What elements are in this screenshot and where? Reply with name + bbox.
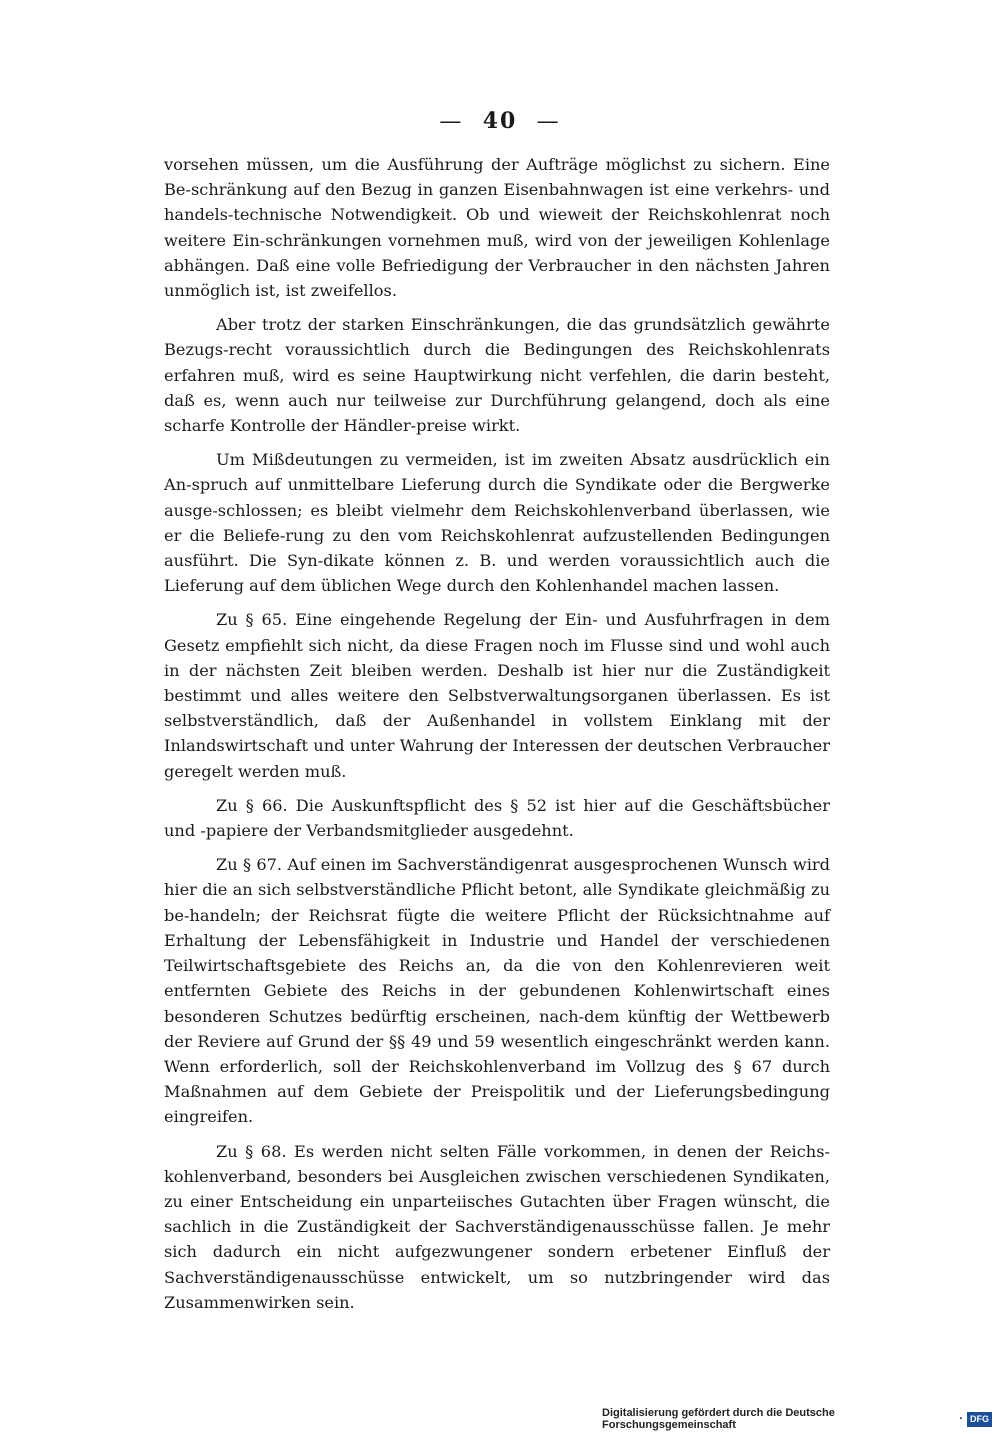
body-text: [164, 152, 830, 1324]
header-dash-right: —: [536, 109, 561, 134]
page-number: 40: [482, 108, 518, 134]
digitization-footer: [602, 1407, 992, 1431]
footer-credit: Digitalisierung gefördert durch die Deutsche Forschungsgemeinschaft: [602, 1407, 835, 1431]
paragraph-section-65: Zu § 65. Eine eingehende Regelung der Ein- und Ausfuhrfragen in dem Gesetz empfiehlt sich nicht, da diese Fragen noch im Flusse sind und wohl auch in der nächsten Zeit bleiben werden. Deshalb ist hier nur die Zuständigkeit bestimmt und alles weitere den Selbstverwaltungsorganen überlassen. Es ist selbstverständlich, daß der Außenhandel in vollstem Einklang mit der Inlandswirtschaft und unter Wahrung der Interessen der deutschen Verbraucher geregelt werden muß.: [164, 610, 830, 781]
paragraph-section-66: Zu § 66. Die Auskunftspflicht des § 52 ist hier auf die Geschäftsbücher und -papiere der Verbandsmitglieder ausgedehnt.: [164, 795, 830, 841]
paragraph: Um Mißdeutungen zu vermeiden, ist im zweiten Absatz ausdrücklich ein An-spruch auf unmittelbare Lieferung durch die Syndikate oder die Bergwerke ausge-schlossen; es bleibt vielmehr dem Reichskohlenverband überlassen, wie er die Beliefe-rung zu den vom Reichskohlenrat aufzustellenden Bedingungen ausführt. Die Syn-dikate können z. B. und werden voraussichtlich auch die Lieferung auf dem üblichen Wege durch den Kohlenhandel machen lassen.: [164, 450, 830, 596]
paragraph: Aber trotz der starken Einschränkungen, die das grundsätzlich gewährte Bezugs-recht voraussichtlich durch die Bedingungen des Reichskohlenrats erfahren muß, wird es seine Hauptwirkung nicht verfehlen, die darin besteht, daß es, wenn auch nur teilweise zur Durchführung gelangend, doch als eine scharfe Kontrolle der Händler-preise wirkt.: [164, 315, 830, 436]
header-dash-left: —: [439, 109, 464, 134]
paragraph-section-68: Zu § 68. Es werden nicht selten Fälle vorkommen, in denen der Reichs-kohlenverband, besonders bei Ausgleichen zwischen verschiedenen Syndikaten, zu einer Entscheidung ein unparteiisches Gutachten über Fragen wünscht, die sachlich in die Zuständigkeit der Sachverständigenausschüsse fallen. Je mehr sich dadurch ein nicht aufgezwungener sondern erbetener Einfluß der Sachverständigenausschüsse entwickelt, um so nutzbringender wird das Zusammenwirken sein.: [164, 1141, 830, 1312]
paragraph-section-67: Zu § 67. Auf einen im Sachverständigenrat ausgesprochenen Wunsch wird hier die an sich selbstverständliche Pflicht betont, alle Syndikate gleichmäßig zu be-handeln; der Reichsrat fügte die weitere Pflicht der Rücksichtnahme auf Erhaltung der Lebensfähigkeit in Industrie und Handel der verschiedenen Teilwirtschaftsgebiete des Reichs an, da die von den Kohlenrevieren weit entfernten Gebiete des Reichs in der gebundenen Kohlenwirtschaft eines besonderen Schutzes bedürftig erscheinen, nach-dem künftig der Wettbewerb der Reviere auf Grund der §§ 49 und 59 wesentlich eingeschränkt werden kann. Wenn erforderlich, soll der Reichskohlenverband im Vollzug des § 67 durch Maßnahmen auf dem Gebiete der Preispolitik und der Lieferungsbedingung eingreifen.: [164, 855, 830, 1127]
paragraph-continuation: vorsehen müssen, um die Ausführung der Aufträge möglichst zu sichern. Eine Be-schränkung auf den Bezug in ganzen Eisenbahnwagen ist eine verkehrs- und handels-technische Notwendigkeit. Ob und wieweit der Reichskohlenrat noch weitere Ein-schränkungen vornehmen muß, wird von der jeweiligen Kohlenlage abhängen. Daß eine volle Befriedigung der Verbraucher in den nächsten Jahren unmöglich ist, ist zweifellos.: [164, 155, 830, 301]
separator-dot: ·: [959, 1413, 963, 1425]
page-header: [0, 108, 1000, 134]
dfg-logo: DFG: [967, 1412, 992, 1427]
